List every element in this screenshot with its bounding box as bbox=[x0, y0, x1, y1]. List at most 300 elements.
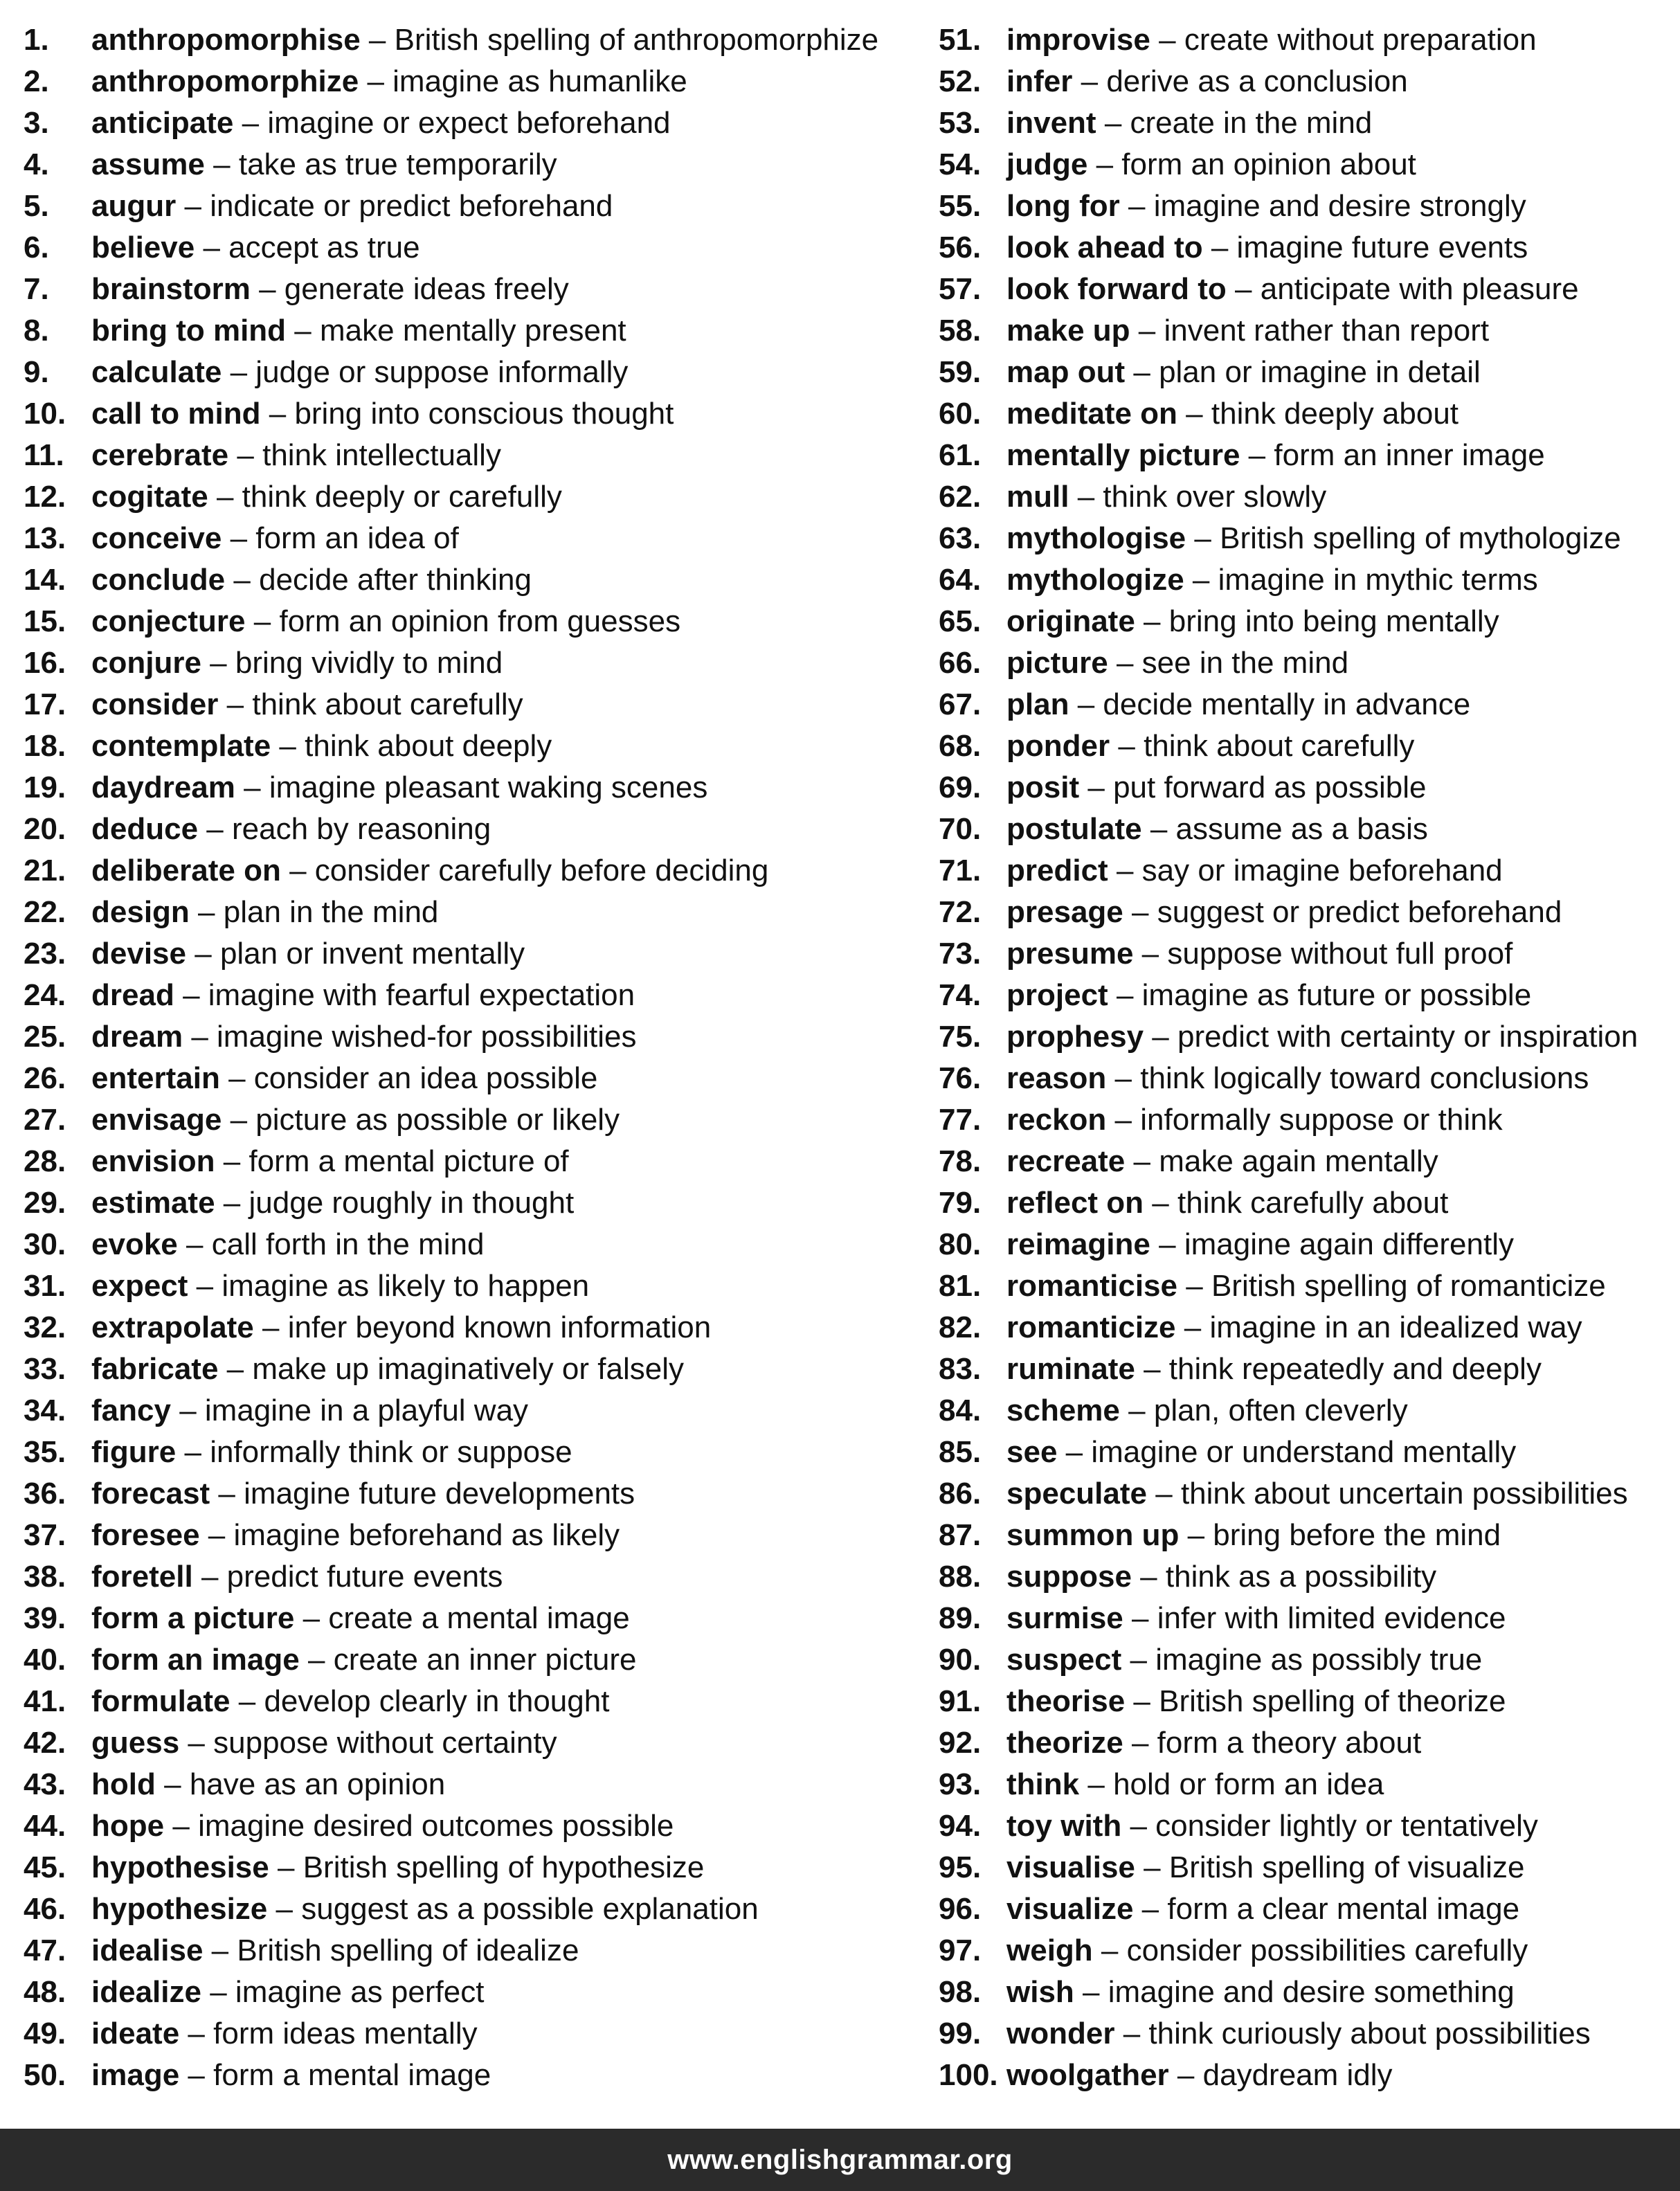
item-definition: think about uncertain possibilities bbox=[1180, 1477, 1628, 1511]
list-item bbox=[24, 518, 916, 559]
list-item bbox=[24, 61, 916, 102]
item-number: 11. bbox=[24, 438, 64, 472]
item-separator: – bbox=[307, 1643, 325, 1677]
item-definition: make again mentally bbox=[1159, 1144, 1438, 1178]
item-definition: imagine as possibly true bbox=[1155, 1643, 1483, 1677]
list-item bbox=[939, 1556, 1672, 1598]
item-number: 30. bbox=[24, 1227, 66, 1261]
item-separator: – bbox=[1194, 521, 1211, 555]
item-definition: plan or invent mentally bbox=[219, 937, 525, 971]
list-item bbox=[24, 725, 916, 767]
item-term: bring to mind bbox=[91, 314, 287, 348]
list-item bbox=[24, 1888, 916, 1930]
item-definition: imagine wished-for possibilities bbox=[217, 1020, 637, 1054]
item-term: recreate bbox=[1006, 1144, 1126, 1178]
item-separator: – bbox=[1077, 687, 1095, 721]
item-number: 31. bbox=[24, 1269, 66, 1303]
list-item bbox=[939, 1224, 1672, 1265]
item-number: 21. bbox=[24, 854, 66, 887]
item-separator: – bbox=[1132, 1601, 1149, 1635]
item-definition: think about carefully bbox=[252, 687, 523, 721]
item-separator: – bbox=[203, 231, 220, 264]
item-number: 53. bbox=[939, 106, 982, 140]
list-item bbox=[939, 269, 1672, 310]
item-definition: think deeply or carefully bbox=[242, 480, 562, 514]
item-definition: suggest or predict beforehand bbox=[1157, 895, 1562, 929]
item-number: 26. bbox=[24, 1061, 66, 1095]
list-item bbox=[939, 1639, 1672, 1681]
list-item bbox=[24, 1473, 916, 1515]
item-number: 69. bbox=[939, 770, 982, 804]
item-definition: develop clearly in thought bbox=[264, 1684, 610, 1718]
list-item bbox=[24, 601, 916, 642]
item-term: hypothesise bbox=[91, 1850, 269, 1884]
item-definition: reach by reasoning bbox=[232, 812, 491, 846]
item-number: 98. bbox=[939, 1975, 982, 2009]
item-term: consider bbox=[91, 687, 219, 721]
item-separator: – bbox=[223, 1144, 241, 1178]
item-number: 83. bbox=[939, 1352, 982, 1386]
item-number: 61. bbox=[939, 438, 982, 472]
list-item bbox=[939, 19, 1672, 61]
list-item bbox=[939, 1515, 1672, 1556]
item-term: reimagine bbox=[1006, 1227, 1150, 1261]
item-term: project bbox=[1006, 978, 1108, 1012]
item-number: 96. bbox=[939, 1892, 982, 1926]
list-item bbox=[939, 1016, 1672, 1058]
item-definition: imagine again differently bbox=[1184, 1227, 1514, 1261]
item-separator: – bbox=[213, 147, 231, 181]
item-separator: – bbox=[1133, 1144, 1150, 1178]
item-separator: – bbox=[196, 1269, 214, 1303]
list-item bbox=[24, 1722, 916, 1764]
item-definition: infer beyond known information bbox=[287, 1310, 712, 1344]
item-definition: think curiously about possibilities bbox=[1148, 2017, 1591, 2050]
item-separator: – bbox=[289, 854, 307, 887]
item-number: 99. bbox=[939, 2017, 982, 2050]
list-item bbox=[939, 975, 1672, 1016]
list-item bbox=[24, 1847, 916, 1888]
item-separator: – bbox=[1138, 314, 1156, 348]
item-separator: – bbox=[1186, 1269, 1203, 1303]
item-separator: – bbox=[1235, 272, 1252, 306]
item-term: design bbox=[91, 895, 190, 929]
item-number: 35. bbox=[24, 1435, 66, 1469]
item-number: 14. bbox=[24, 563, 66, 597]
item-definition: imagine as humanlike bbox=[392, 64, 687, 98]
item-separator: – bbox=[1114, 1061, 1132, 1095]
list-item bbox=[24, 352, 916, 393]
item-definition: imagine and desire strongly bbox=[1153, 189, 1526, 223]
item-term: reflect on bbox=[1006, 1186, 1144, 1220]
item-separator: – bbox=[1118, 729, 1135, 763]
item-definition: form a clear mental image bbox=[1167, 1892, 1520, 1926]
list-item bbox=[24, 19, 916, 61]
item-term: suppose bbox=[1006, 1560, 1132, 1594]
item-term: map out bbox=[1006, 355, 1126, 389]
item-number: 63. bbox=[939, 521, 982, 555]
item-separator: – bbox=[1144, 1850, 1161, 1884]
item-definition: form a theory about bbox=[1157, 1726, 1422, 1760]
item-term: figure bbox=[91, 1435, 177, 1469]
item-separator: – bbox=[198, 895, 215, 929]
item-definition: imagine as perfect bbox=[235, 1975, 485, 2009]
item-number: 84. bbox=[939, 1394, 982, 1427]
item-term: call to mind bbox=[91, 397, 261, 431]
item-definition: picture as possible or likely bbox=[255, 1103, 620, 1137]
item-separator: – bbox=[1187, 1518, 1205, 1552]
item-term: wish bbox=[1006, 1975, 1074, 2009]
list-item bbox=[939, 2013, 1672, 2055]
item-term: toy with bbox=[1006, 1809, 1122, 1843]
item-term: conceive bbox=[91, 521, 222, 555]
item-number: 8. bbox=[24, 314, 49, 348]
list-item bbox=[24, 1016, 916, 1058]
item-definition: think over slowly bbox=[1103, 480, 1327, 514]
item-definition: British spelling of mythologize bbox=[1220, 521, 1621, 555]
list-item bbox=[939, 310, 1672, 352]
item-separator: – bbox=[1248, 438, 1266, 472]
item-separator: – bbox=[230, 355, 248, 389]
list-item bbox=[939, 1888, 1672, 1930]
item-term: romanticise bbox=[1006, 1269, 1177, 1303]
item-term: ruminate bbox=[1006, 1352, 1135, 1386]
item-separator: – bbox=[188, 2058, 205, 2092]
item-definition: imagine pleasant waking scenes bbox=[269, 770, 708, 804]
list-item bbox=[939, 1847, 1672, 1888]
item-definition: decide after thinking bbox=[259, 563, 532, 597]
list-item bbox=[24, 850, 916, 892]
item-definition: take as true temporarily bbox=[238, 147, 557, 181]
list-item bbox=[24, 1099, 916, 1141]
item-term: reckon bbox=[1006, 1103, 1107, 1137]
list-item bbox=[939, 352, 1672, 393]
item-term: dream bbox=[91, 1020, 183, 1054]
item-separator: – bbox=[184, 1435, 201, 1469]
footer-bar bbox=[0, 2129, 1680, 2191]
item-number: 100. bbox=[939, 2058, 998, 2092]
item-number: 42. bbox=[24, 1726, 66, 1760]
item-number: 91. bbox=[939, 1684, 982, 1718]
item-separator: – bbox=[184, 189, 201, 223]
item-term: theorise bbox=[1006, 1684, 1126, 1718]
item-number: 41. bbox=[24, 1684, 66, 1718]
item-definition: informally think or suppose bbox=[210, 1435, 572, 1469]
item-term: dread bbox=[91, 978, 174, 1012]
item-number: 28. bbox=[24, 1144, 66, 1178]
item-separator: – bbox=[223, 1186, 241, 1220]
item-definition: put forward as possible bbox=[1113, 770, 1427, 804]
item-definition: create a mental image bbox=[328, 1601, 630, 1635]
item-definition: imagine with fearful expectation bbox=[208, 978, 635, 1012]
list-item bbox=[939, 144, 1672, 186]
item-separator: – bbox=[1077, 480, 1095, 514]
item-separator: – bbox=[269, 397, 287, 431]
item-separator: – bbox=[1087, 770, 1105, 804]
item-number: 54. bbox=[939, 147, 982, 181]
item-term: prophesy bbox=[1006, 1020, 1144, 1054]
item-term: conjure bbox=[91, 646, 201, 680]
list-item bbox=[24, 1182, 916, 1224]
list-item bbox=[24, 476, 916, 518]
item-separator: – bbox=[238, 1684, 256, 1718]
item-number: 22. bbox=[24, 895, 66, 929]
item-number: 44. bbox=[24, 1809, 66, 1843]
list-item bbox=[939, 1432, 1672, 1473]
item-number: 89. bbox=[939, 1601, 982, 1635]
item-number: 18. bbox=[24, 729, 66, 763]
item-number: 15. bbox=[24, 604, 66, 638]
item-term: mythologise bbox=[1006, 521, 1186, 555]
item-number: 60. bbox=[939, 397, 982, 431]
item-separator: – bbox=[1123, 2017, 1141, 2050]
item-term: form an image bbox=[91, 1643, 300, 1677]
list-item bbox=[939, 1390, 1672, 1432]
item-number: 51. bbox=[939, 23, 982, 57]
list-item bbox=[939, 1099, 1672, 1141]
item-definition: plan in the mind bbox=[223, 895, 439, 929]
list-item bbox=[939, 1307, 1672, 1349]
item-definition: predict future events bbox=[226, 1560, 503, 1594]
item-number: 43. bbox=[24, 1767, 66, 1801]
item-definition: form an idea of bbox=[255, 521, 459, 555]
item-term: look ahead to bbox=[1006, 231, 1203, 264]
item-number: 77. bbox=[939, 1103, 982, 1137]
item-separator: – bbox=[179, 1394, 197, 1427]
list-item bbox=[24, 1349, 916, 1390]
item-term: fancy bbox=[91, 1394, 171, 1427]
list-item bbox=[939, 642, 1672, 684]
item-definition: British spelling of theorize bbox=[1159, 1684, 1506, 1718]
item-separator: – bbox=[208, 1518, 226, 1552]
item-definition: create in the mind bbox=[1130, 106, 1373, 140]
item-separator: – bbox=[1116, 646, 1134, 680]
item-separator: – bbox=[1065, 1435, 1083, 1469]
item-definition: suggest as a possible explanation bbox=[301, 1892, 759, 1926]
list-item bbox=[939, 1598, 1672, 1639]
item-term: visualise bbox=[1006, 1850, 1135, 1884]
item-number: 9. bbox=[24, 355, 49, 389]
item-term: speculate bbox=[1006, 1477, 1147, 1511]
list-item bbox=[24, 1681, 916, 1722]
item-definition: imagine as likely to happen bbox=[222, 1269, 590, 1303]
item-definition: think logically toward conclusions bbox=[1140, 1061, 1589, 1095]
item-definition: British spelling of hypothesize bbox=[302, 1850, 705, 1884]
list-item bbox=[24, 1598, 916, 1639]
item-number: 62. bbox=[939, 480, 982, 514]
item-number: 12. bbox=[24, 480, 66, 514]
item-number: 4. bbox=[24, 147, 49, 181]
item-definition: daydream idly bbox=[1202, 2058, 1393, 2092]
item-number: 16. bbox=[24, 646, 66, 680]
item-separator: – bbox=[302, 1601, 320, 1635]
list-item bbox=[939, 1722, 1672, 1764]
item-term: entertain bbox=[91, 1061, 220, 1095]
item-number: 70. bbox=[939, 812, 982, 846]
item-separator: – bbox=[276, 1892, 293, 1926]
list-item bbox=[939, 1058, 1672, 1099]
list-item bbox=[24, 767, 916, 809]
item-definition: see in the mind bbox=[1141, 646, 1349, 680]
item-separator: – bbox=[1133, 355, 1150, 389]
list-item bbox=[24, 269, 916, 310]
item-definition: imagine desired outcomes possible bbox=[198, 1809, 674, 1843]
item-definition: make mentally present bbox=[320, 314, 626, 348]
item-separator: – bbox=[230, 521, 248, 555]
item-definition: consider possibilities carefully bbox=[1126, 1933, 1528, 1967]
list-item bbox=[24, 1515, 916, 1556]
item-separator: – bbox=[368, 23, 386, 57]
item-definition: assume as a basis bbox=[1175, 812, 1428, 846]
item-number: 10. bbox=[24, 397, 66, 431]
item-term: cerebrate bbox=[91, 438, 229, 472]
item-term: image bbox=[91, 2058, 180, 2092]
item-number: 55. bbox=[939, 189, 982, 223]
item-term: idealize bbox=[91, 1975, 201, 2009]
item-separator: – bbox=[210, 1975, 227, 2009]
item-separator: – bbox=[1130, 1643, 1148, 1677]
item-definition: call forth in the mind bbox=[211, 1227, 485, 1261]
list-item bbox=[939, 684, 1672, 725]
item-term: extrapolate bbox=[91, 1310, 254, 1344]
list-item bbox=[939, 2055, 1672, 2096]
item-term: make up bbox=[1006, 314, 1130, 348]
item-term: picture bbox=[1006, 646, 1108, 680]
item-number: 47. bbox=[24, 1933, 66, 1967]
list-item bbox=[24, 1432, 916, 1473]
item-term: visualize bbox=[1006, 1892, 1134, 1926]
item-term: evoke bbox=[91, 1227, 178, 1261]
item-term: think bbox=[1006, 1767, 1080, 1801]
item-separator: – bbox=[1152, 1020, 1169, 1054]
item-separator: – bbox=[1114, 1103, 1132, 1137]
item-term: formulate bbox=[91, 1684, 231, 1718]
item-term: believe bbox=[91, 231, 195, 264]
list-item bbox=[939, 1972, 1672, 2013]
item-definition: imagine future events bbox=[1236, 231, 1528, 264]
item-definition: think repeatedly and deeply bbox=[1168, 1352, 1542, 1386]
list-item bbox=[24, 1556, 916, 1598]
item-separator: – bbox=[244, 770, 261, 804]
item-separator: – bbox=[1116, 854, 1134, 887]
item-number: 24. bbox=[24, 978, 66, 1012]
list-item bbox=[939, 1764, 1672, 1805]
item-definition: think about carefully bbox=[1144, 729, 1415, 763]
item-term: brainstorm bbox=[91, 272, 251, 306]
item-number: 6. bbox=[24, 231, 49, 264]
item-definition: create without preparation bbox=[1184, 23, 1537, 57]
item-number: 50. bbox=[24, 2058, 66, 2092]
item-separator: – bbox=[262, 1310, 280, 1344]
item-term: wonder bbox=[1006, 2017, 1115, 2050]
list-item bbox=[939, 1805, 1672, 1847]
list-item bbox=[939, 435, 1672, 476]
item-separator: – bbox=[1152, 1186, 1169, 1220]
item-term: anthropomorphise bbox=[91, 23, 361, 57]
list-item bbox=[24, 975, 916, 1016]
item-definition: form a mental picture of bbox=[249, 1144, 569, 1178]
list-item bbox=[24, 559, 916, 601]
item-definition: bring into being mentally bbox=[1168, 604, 1499, 638]
item-number: 80. bbox=[939, 1227, 982, 1261]
item-definition: think as a possibility bbox=[1165, 1560, 1437, 1594]
item-number: 78. bbox=[939, 1144, 982, 1178]
list-item bbox=[24, 1058, 916, 1099]
list-item bbox=[939, 1265, 1672, 1307]
item-term: envision bbox=[91, 1144, 215, 1178]
item-separator: – bbox=[186, 1227, 204, 1261]
list-item bbox=[24, 1307, 916, 1349]
item-definition: create an inner picture bbox=[333, 1643, 637, 1677]
item-separator: – bbox=[228, 1061, 246, 1095]
item-number: 46. bbox=[24, 1892, 66, 1926]
item-number: 13. bbox=[24, 521, 66, 555]
item-definition: suppose without full proof bbox=[1167, 937, 1513, 971]
item-separator: – bbox=[1141, 1892, 1159, 1926]
item-separator: – bbox=[188, 1726, 205, 1760]
list-item bbox=[939, 559, 1672, 601]
item-number: 64. bbox=[939, 563, 982, 597]
item-number: 23. bbox=[24, 937, 66, 971]
item-definition: imagine in mythic terms bbox=[1218, 563, 1538, 597]
item-separator: – bbox=[233, 563, 251, 597]
item-definition: have as an opinion bbox=[189, 1767, 446, 1801]
item-number: 71. bbox=[939, 854, 982, 887]
item-number: 76. bbox=[939, 1061, 982, 1095]
item-separator: – bbox=[1083, 1975, 1100, 2009]
item-term: presage bbox=[1006, 895, 1123, 929]
item-term: idealise bbox=[91, 1933, 204, 1967]
item-definition: anticipate with pleasure bbox=[1260, 272, 1579, 306]
item-definition: form an opinion about bbox=[1121, 147, 1416, 181]
item-number: 38. bbox=[24, 1560, 66, 1594]
item-term: reason bbox=[1006, 1061, 1107, 1095]
item-number: 29. bbox=[24, 1186, 66, 1220]
item-number: 1. bbox=[24, 23, 49, 57]
word-list bbox=[0, 19, 1680, 2096]
item-definition: think deeply about bbox=[1211, 397, 1459, 431]
item-number: 37. bbox=[24, 1518, 66, 1552]
item-number: 72. bbox=[939, 895, 982, 929]
item-number: 27. bbox=[24, 1103, 66, 1137]
item-separator: – bbox=[1186, 397, 1203, 431]
item-definition: think about deeply bbox=[305, 729, 552, 763]
item-definition: indicate or predict beforehand bbox=[210, 189, 613, 223]
item-term: assume bbox=[91, 147, 205, 181]
item-separator: – bbox=[206, 812, 224, 846]
list-item bbox=[939, 601, 1672, 642]
item-separator: – bbox=[259, 272, 276, 306]
item-term: envisage bbox=[91, 1103, 222, 1137]
item-number: 52. bbox=[939, 64, 982, 98]
item-number: 3. bbox=[24, 106, 49, 140]
item-definition: generate ideas freely bbox=[284, 272, 569, 306]
item-number: 49. bbox=[24, 2017, 66, 2050]
item-definition: derive as a conclusion bbox=[1106, 64, 1408, 98]
item-separator: – bbox=[226, 687, 244, 721]
item-definition: consider carefully before deciding bbox=[314, 854, 769, 887]
item-term: contemplate bbox=[91, 729, 271, 763]
list-item bbox=[939, 1141, 1672, 1182]
item-number: 81. bbox=[939, 1269, 982, 1303]
footer-url[interactable]: www.englishgrammar.org bbox=[667, 2144, 1013, 2175]
item-separator: – bbox=[230, 1103, 248, 1137]
list-item bbox=[939, 476, 1672, 518]
item-number: 65. bbox=[939, 604, 982, 638]
item-number: 82. bbox=[939, 1310, 982, 1344]
item-separator: – bbox=[279, 729, 296, 763]
item-number: 86. bbox=[939, 1477, 982, 1511]
